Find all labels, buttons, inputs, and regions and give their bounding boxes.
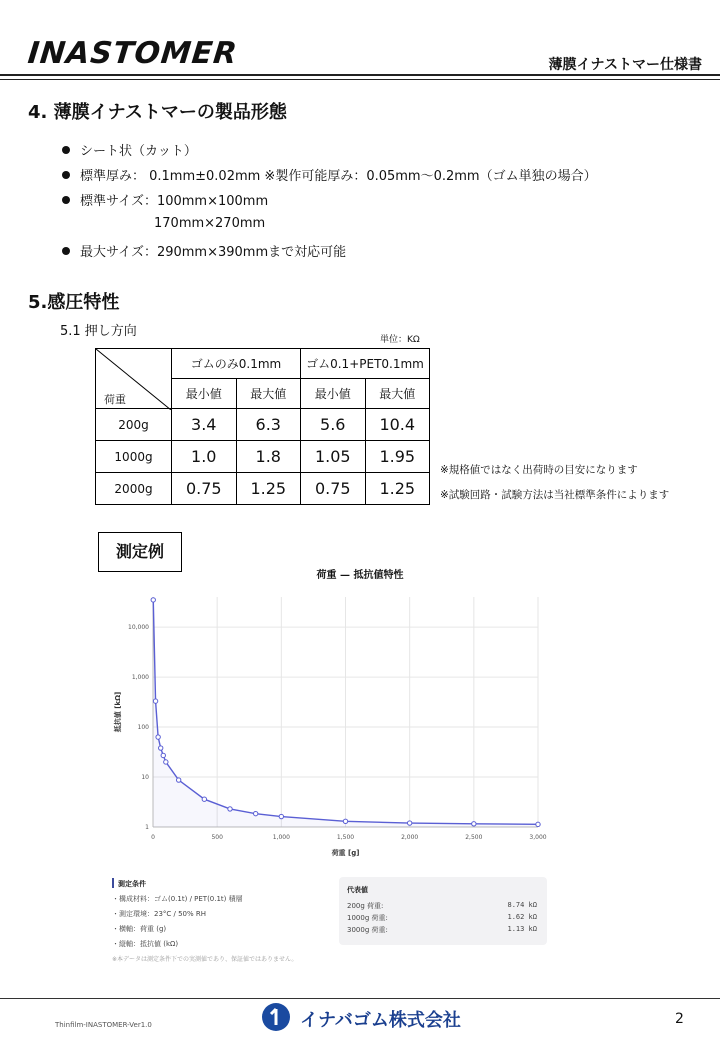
- data-point: [343, 819, 347, 823]
- value-cell: 1.05: [301, 441, 366, 473]
- section4-heading: 4. 薄膜イナストマーの製品形態: [28, 102, 287, 123]
- table-note: ※規格値ではなく出荷時の目安になります: [440, 464, 638, 476]
- footer-rule: [0, 998, 720, 999]
- rep-value: 1.62 kΩ: [507, 913, 537, 921]
- col-header: 最小値: [301, 379, 366, 409]
- data-point: [253, 811, 257, 815]
- value-cell: 1.8: [236, 441, 301, 473]
- y-tick-label: 10: [141, 774, 149, 782]
- rep-value: 8.74 kΩ: [507, 901, 537, 909]
- version-label: Thinfilm-INASTOMER-Ver1.0: [55, 1021, 152, 1029]
- x-tick-label: 2,000: [401, 834, 419, 841]
- size-continuation: 170mm×270mm: [154, 216, 266, 231]
- bullet-item: シート状（カット）: [62, 140, 197, 159]
- bullet-item: 標準サイズ：100mm×100mm: [62, 190, 268, 209]
- x-tick-label: 1,500: [336, 834, 355, 841]
- data-point: [164, 760, 168, 764]
- data-point: [228, 807, 232, 811]
- y-tick-label: 100: [137, 724, 149, 732]
- group-header: ゴム0.1+PET0.1mm: [301, 349, 430, 379]
- rep-label: 3000g 荷重:: [347, 926, 388, 934]
- value-cell: 1.95: [365, 441, 430, 473]
- spec-table: [95, 348, 430, 505]
- condition-item: ・縦軸：抵抗値 (kΩ): [112, 940, 179, 948]
- load-cell: 2000g: [96, 473, 172, 505]
- representative-title: 代表値: [347, 886, 368, 894]
- load-cell: 200g: [96, 409, 172, 441]
- company-name: イナバゴム株式会社: [300, 1010, 461, 1031]
- data-point: [472, 822, 476, 826]
- example-label: 測定例: [98, 532, 182, 572]
- conditions-panel: [112, 877, 297, 967]
- value-cell: 5.6: [301, 409, 366, 441]
- x-tick-label: 3,000: [529, 834, 547, 841]
- x-tick-label: 2,500: [465, 834, 483, 841]
- data-point: [161, 753, 165, 757]
- condition-item: ・測定環境：23°C / 50% RH: [112, 910, 207, 918]
- bullet-item: 最大サイズ：290mm×390mmまで対応可能: [62, 241, 346, 260]
- inastomer-logo: INASTOMER: [26, 36, 240, 71]
- header-rule-thin: [0, 79, 720, 80]
- document-title: 薄膜イナストマー仕様書: [548, 57, 702, 73]
- rep-label: 200g 荷重:: [347, 902, 384, 910]
- value-cell: 0.75: [301, 473, 366, 505]
- data-point: [407, 821, 411, 825]
- condition-item: ・横軸：荷重 (g): [112, 925, 167, 933]
- value-cell: 10.4: [365, 409, 430, 441]
- section5-heading: 5.感圧特性: [28, 292, 120, 313]
- value-cell: 1.25: [236, 473, 301, 505]
- subsection-heading: 5.1 押し方向: [60, 324, 137, 339]
- value-cell: 1.0: [172, 441, 237, 473]
- rep-value: 1.13 kΩ: [507, 925, 537, 933]
- chart-title: 荷重 — 抵抗値特性: [316, 570, 404, 581]
- value-cell: 0.75: [172, 473, 237, 505]
- rep-label: 1000g 荷重:: [347, 914, 388, 922]
- conditions-footnote: ※本データは測定条件下での実測値であり、保証値ではありません。: [112, 956, 298, 963]
- value-cell: 6.3: [236, 409, 301, 441]
- representative-values-panel: [339, 877, 547, 945]
- y-tick-label: 1: [145, 824, 149, 831]
- data-point: [156, 735, 160, 739]
- chart-plot: [100, 585, 560, 860]
- data-point: [536, 822, 540, 826]
- value-cell: 1.25: [365, 473, 430, 505]
- col-header: 最大値: [365, 379, 430, 409]
- unit-label: 単位：KΩ: [380, 335, 420, 345]
- load-cell: 1000g: [96, 441, 172, 473]
- data-point: [159, 746, 163, 750]
- data-point: [202, 797, 206, 801]
- x-tick-label: 500: [211, 834, 223, 841]
- col-header: 最大値: [236, 379, 301, 409]
- group-header: ゴムのみ0.1mm: [172, 349, 301, 379]
- header-rule: [0, 74, 720, 76]
- data-point: [153, 699, 157, 703]
- data-point: [151, 598, 155, 602]
- y-axis-label: 抵抗値 [kΩ]: [114, 691, 122, 733]
- table-note: ※試験回路・試験方法は当社標準条件によります: [440, 489, 670, 501]
- data-point: [279, 814, 283, 818]
- x-tick-label: 0: [151, 834, 155, 841]
- x-axis-label: 荷重 [g]: [331, 849, 360, 857]
- y-tick-label: 10,000: [128, 624, 149, 632]
- corner-cell: 荷重: [96, 349, 172, 409]
- x-tick-label: 1,000: [272, 834, 290, 841]
- value-cell: 3.4: [172, 409, 237, 441]
- data-point: [176, 778, 180, 782]
- conditions-title: 測定条件: [118, 880, 146, 888]
- bullet-item: 標準厚み： 0.1mm±0.02mm ※製作可能厚み：0.05mm～0.2mm（ゴム単独の場合）: [62, 165, 597, 184]
- company-logo-icon: [262, 1003, 290, 1031]
- page-number: 2: [675, 1011, 684, 1027]
- col-header: 最小値: [172, 379, 237, 409]
- y-tick-label: 1,000: [131, 674, 149, 682]
- condition-item: ・構成材料：ゴム(0.1t) / PET(0.1t) 積層: [112, 895, 243, 903]
